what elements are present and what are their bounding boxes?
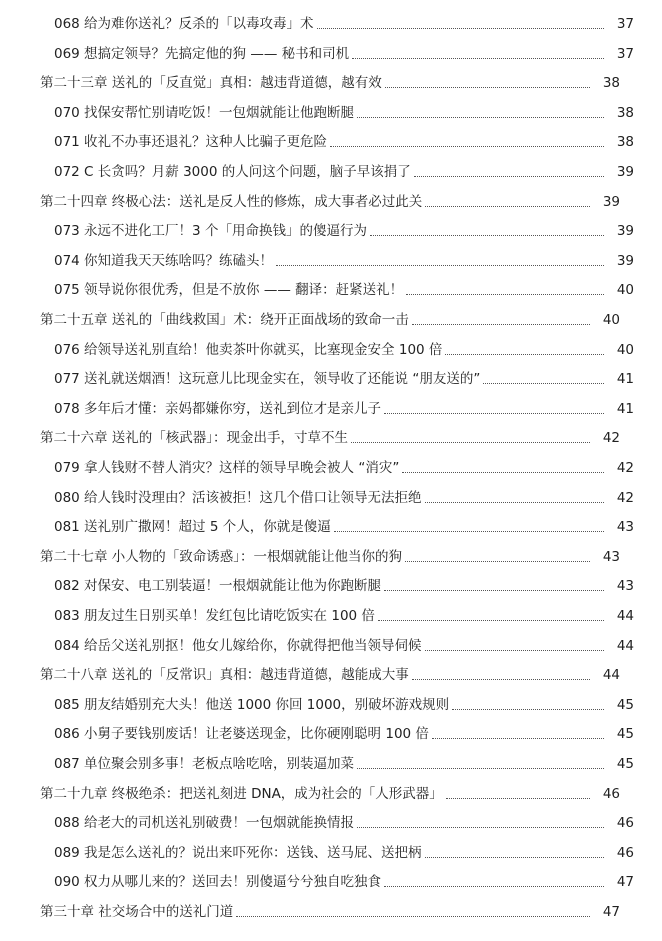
toc-page-number: 46 bbox=[616, 815, 634, 832]
toc-entry-title: 088 给老大的司机送礼别破费！一包烟就能换情报 bbox=[54, 815, 355, 832]
toc-page-number: 41 bbox=[616, 371, 634, 388]
dot-leader bbox=[370, 234, 604, 236]
toc-page-number: 37 bbox=[616, 16, 634, 32]
toc-section-row[interactable] bbox=[0, 806, 662, 832]
toc-section-row[interactable] bbox=[0, 717, 662, 743]
toc-section-row[interactable] bbox=[0, 214, 662, 240]
toc-entry-title: 第二十四章 终极心法：送礼是反人性的修炼，成大事者必过此关 bbox=[40, 193, 423, 210]
toc-entry-title: 090 权力从哪儿来的？送回去！别傻逼兮兮独自吃独食 bbox=[54, 874, 382, 891]
toc-entry-title: 075 领导说你很优秀，但是不放你 —— 翻译：赶紧送礼！ bbox=[54, 282, 404, 299]
dot-leader bbox=[425, 205, 590, 207]
dot-leader bbox=[357, 767, 604, 769]
toc-section-row[interactable] bbox=[0, 629, 662, 655]
dot-leader bbox=[384, 885, 604, 887]
dot-leader bbox=[483, 382, 604, 384]
dot-leader bbox=[352, 57, 604, 59]
toc-section-row[interactable] bbox=[0, 333, 662, 359]
toc-entry-title: 第二十三章 送礼的「反直觉」真相：越违背道德，越有效 bbox=[40, 75, 382, 92]
dot-leader bbox=[317, 27, 604, 29]
toc-page-number: 42 bbox=[616, 489, 634, 506]
dot-leader bbox=[236, 915, 590, 917]
toc-page-number: 42 bbox=[616, 460, 634, 476]
toc-page-number: 38 bbox=[602, 75, 620, 92]
dot-leader bbox=[445, 353, 604, 355]
toc-page-number: 46 bbox=[602, 785, 620, 802]
toc-chapter-row[interactable] bbox=[0, 66, 648, 92]
toc-page-number: 42 bbox=[602, 430, 620, 447]
dot-leader bbox=[405, 560, 590, 562]
toc-entry-title: 第三十章 社交场合中的送礼门道 bbox=[40, 904, 234, 920]
toc-section-row[interactable] bbox=[0, 392, 662, 418]
dot-leader bbox=[406, 293, 604, 295]
dot-leader bbox=[425, 856, 604, 858]
toc-chapter-row[interactable] bbox=[0, 185, 648, 211]
toc-entry-title: 071 收礼不办事还退礼？这种人比骗子更危险 bbox=[54, 134, 328, 151]
toc-section-row[interactable] bbox=[0, 96, 662, 122]
dot-leader bbox=[452, 708, 604, 710]
toc-entry-title: 081 送礼别广撒网！超过 5 个人，你就是傻逼 bbox=[54, 519, 331, 536]
toc-entry-title: 087 单位聚会别多事！老板点啥吃啥，别装逼加菜 bbox=[54, 756, 355, 772]
dot-leader bbox=[378, 619, 604, 621]
toc-entry-title: 068 给为难你送礼？反杀的「以毒攻毒」术 bbox=[54, 16, 314, 32]
toc-entry-title: 072 C 长贪吗？月薪 3000 的人问这个问题，脑子早该捐了 bbox=[54, 164, 411, 180]
dot-leader bbox=[384, 412, 604, 414]
dot-leader bbox=[385, 86, 590, 88]
toc-entry-title: 第二十七章 小人物的「致命诱惑」：一根烟就能让他当你的狗 bbox=[40, 548, 403, 565]
toc-entry-title: 086 小舅子要钱别废话！让老婆送现金，比你硬刚聪明 100 倍 bbox=[54, 726, 429, 743]
dot-leader bbox=[384, 589, 604, 591]
toc-chapter-row[interactable] bbox=[0, 421, 648, 447]
toc-section-row[interactable] bbox=[0, 451, 662, 477]
toc-section-row[interactable] bbox=[0, 747, 662, 773]
toc-entry-title: 078 多年后才懂：亲妈都嫌你穷，送礼到位才是亲儿子 bbox=[54, 400, 382, 417]
toc-page-number: 40 bbox=[616, 282, 634, 299]
toc-page-number: 45 bbox=[616, 726, 634, 743]
toc-page-number: 43 bbox=[616, 519, 634, 536]
toc-page-number: 44 bbox=[602, 667, 620, 684]
toc-page-number: 38 bbox=[616, 104, 634, 121]
toc-page-number: 47 bbox=[616, 874, 634, 891]
toc-entry-title: 073 永远不进化工厂！3 个「用命换钱」的傻逼行为 bbox=[54, 223, 367, 240]
toc-entry-title: 082 对保安、电工别装逼！一根烟就能让他为你跑断腿 bbox=[54, 578, 382, 595]
toc-entry-title: 第二十九章 终极绝杀：把送礼刻进 DNA，成为社会的「人形武器」 bbox=[40, 785, 443, 802]
toc-section-row[interactable] bbox=[0, 836, 662, 862]
toc-entry-title: 070 找保安帮忙别请吃饭！一包烟就能让他跑断腿 bbox=[54, 104, 355, 121]
toc-page-number: 44 bbox=[616, 608, 634, 624]
toc-entry-title: 084 给岳父送礼别抠！他女儿嫁给你，你就得把他当领导伺候 bbox=[54, 637, 422, 654]
dot-leader bbox=[446, 797, 590, 799]
toc-entry-title: 089 我是怎么送礼的？说出来吓死你：送钱、送马屁、送把柄 bbox=[54, 844, 422, 861]
toc-entry-title: 第二十六章 送礼的「核武器」：现金出手，寸草不生 bbox=[40, 430, 349, 447]
dot-leader bbox=[351, 441, 590, 443]
toc-entry-title: 074 你知道我天天练啥吗？练磕头！ bbox=[54, 252, 274, 269]
toc-entry-title: 069 想搞定领导？先搞定他的狗 —— 秘书和司机 bbox=[54, 45, 350, 62]
dot-leader bbox=[412, 678, 590, 680]
toc-section-row[interactable] bbox=[0, 155, 662, 181]
toc-entry-title: 085 朋友结婚别充大头！他送 1000 你回 1000，别破坏游戏规则 bbox=[54, 696, 450, 713]
dot-leader bbox=[425, 649, 604, 651]
toc-page-number: 39 bbox=[616, 223, 634, 240]
toc-page-number: 38 bbox=[616, 134, 634, 151]
toc-section-row[interactable] bbox=[0, 244, 662, 270]
toc-entry-title: 第二十五章 送礼的「曲线救国」术：绕开正面战场的致命一击 bbox=[40, 312, 409, 328]
toc-page-number: 44 bbox=[616, 637, 634, 654]
toc-page-number: 40 bbox=[616, 341, 634, 358]
dot-leader bbox=[357, 826, 604, 828]
toc-section-row[interactable] bbox=[0, 7, 662, 33]
toc-section-row[interactable] bbox=[0, 599, 662, 625]
toc-page-number: 43 bbox=[616, 578, 634, 595]
dot-leader bbox=[432, 737, 604, 739]
toc-section-row[interactable] bbox=[0, 510, 662, 536]
toc-chapter-row[interactable] bbox=[0, 658, 648, 684]
toc-section-row[interactable] bbox=[0, 125, 662, 151]
toc-entry-title: 083 朋友过生日别买单！发红包比请吃饭实在 100 倍 bbox=[54, 608, 375, 624]
toc-page-number: 45 bbox=[616, 696, 634, 713]
toc-section-row[interactable] bbox=[0, 688, 662, 714]
toc-section-row[interactable] bbox=[0, 569, 662, 595]
dot-leader bbox=[402, 471, 604, 473]
toc-page-number: 47 bbox=[602, 904, 620, 920]
toc-page-number: 45 bbox=[616, 756, 634, 772]
toc-section-row[interactable] bbox=[0, 273, 662, 299]
dot-leader bbox=[425, 501, 604, 503]
toc-entry-title: 079 拿人钱财不替人消灾？这样的领导早晚会被人 “消灾” bbox=[54, 460, 400, 476]
toc-chapter-row[interactable] bbox=[0, 540, 648, 566]
toc-page-number: 37 bbox=[616, 45, 634, 62]
toc-entry-title: 077 送礼就送烟酒！这玩意儿比现金实在，领导收了还能说 “朋友送的” bbox=[54, 371, 481, 388]
toc-page-number: 46 bbox=[616, 844, 634, 861]
toc-chapter-row[interactable] bbox=[0, 303, 648, 329]
toc-page-number: 39 bbox=[616, 252, 634, 269]
dot-leader bbox=[414, 175, 604, 177]
toc-section-row[interactable] bbox=[0, 865, 662, 891]
toc-chapter-row[interactable] bbox=[0, 777, 648, 803]
toc-page-number: 43 bbox=[602, 548, 620, 565]
toc-page-number: 39 bbox=[616, 164, 634, 180]
dot-leader bbox=[276, 264, 604, 266]
dot-leader bbox=[357, 116, 604, 118]
dot-leader bbox=[412, 323, 590, 325]
toc-chapter-row[interactable] bbox=[0, 895, 648, 921]
toc-entry-title: 076 给领导送礼别直给！他卖茶叶你就买，比塞现金安全 100 倍 bbox=[54, 341, 443, 358]
toc-section-row[interactable] bbox=[0, 362, 662, 388]
toc-section-row[interactable] bbox=[0, 37, 662, 63]
toc-page-number: 39 bbox=[602, 193, 620, 210]
toc-page-number: 41 bbox=[616, 400, 634, 417]
toc-page-number: 40 bbox=[602, 312, 620, 328]
dot-leader bbox=[334, 530, 604, 532]
toc-entry-title: 第二十八章 送礼的「反常识」真相：越违背道德，越能成大事 bbox=[40, 667, 409, 684]
toc-entry-title: 080 给人钱时没理由？活该被拒！这几个借口让领导无法拒绝 bbox=[54, 489, 422, 506]
toc-section-row[interactable] bbox=[0, 481, 662, 507]
dot-leader bbox=[330, 145, 604, 147]
